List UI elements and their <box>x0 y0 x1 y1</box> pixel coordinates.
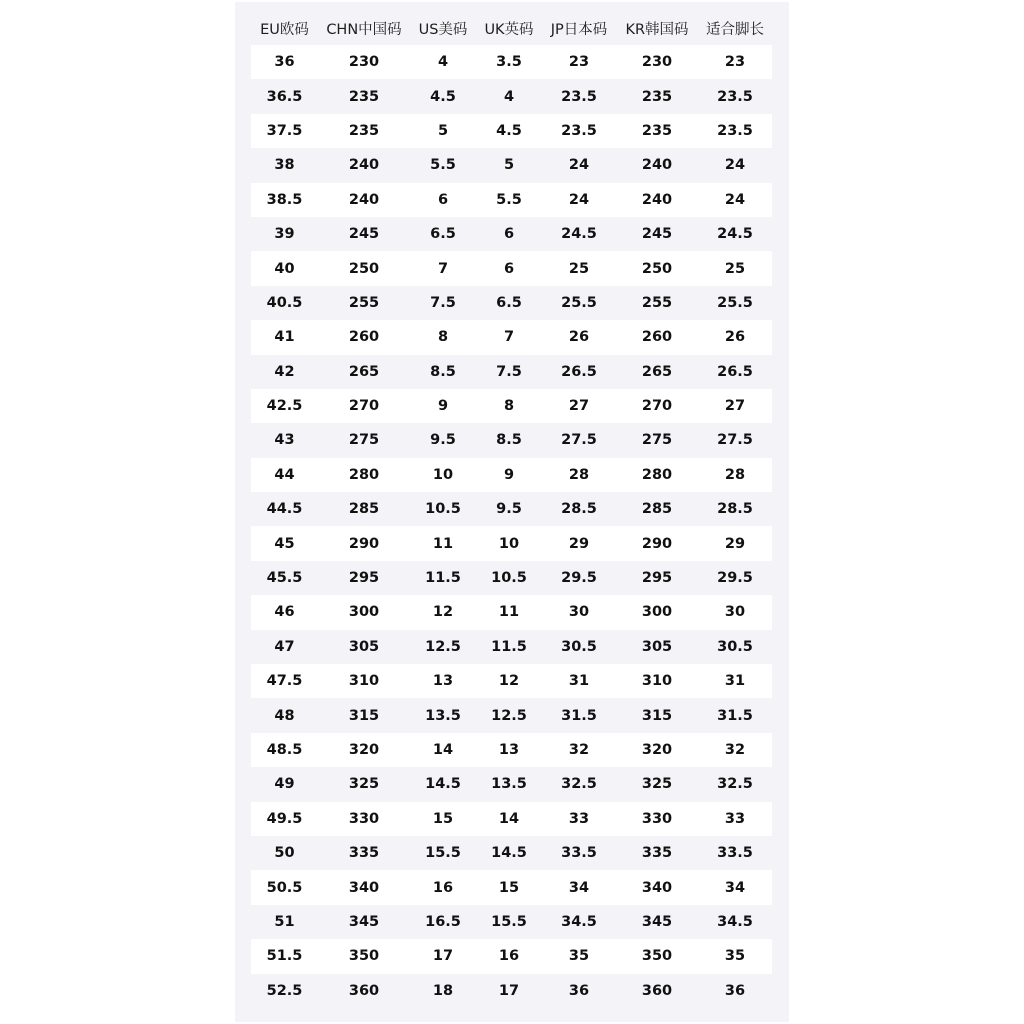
size-chart-panel <box>235 2 789 1022</box>
us-size-cell: 13.5 <box>425 707 461 724</box>
chn-size-cell: 275 <box>348 432 380 449</box>
us-size-cell: 15 <box>432 810 454 827</box>
size-table-header <box>251 13 772 43</box>
us-size-cell: 13 <box>432 673 454 690</box>
chn-size-cell: 235 <box>348 88 380 105</box>
foot-length-cell: 24 <box>724 191 746 208</box>
uk-size-cell: 9 <box>503 466 515 483</box>
kr-size-cell: 350 <box>641 948 673 965</box>
kr-size-cell: 305 <box>641 638 673 655</box>
chn-size-cell: 285 <box>348 501 380 518</box>
eu-size-cell: 39 <box>274 226 295 243</box>
kr-size-cell: 325 <box>641 776 673 793</box>
uk-size-cell: 16 <box>498 948 520 965</box>
chn-size-cell: 280 <box>348 466 380 483</box>
kr-size-cell: 230 <box>641 54 673 71</box>
kr-size-cell: 240 <box>641 157 673 174</box>
uk-size-cell: 11 <box>498 604 520 621</box>
us-size-cell: 10 <box>432 466 454 483</box>
kr-size-cell: 240 <box>641 191 673 208</box>
foot-length-cell: 23.5 <box>717 88 753 105</box>
chn-size-cell: 320 <box>348 742 380 758</box>
chn-size-cell: 265 <box>348 363 380 380</box>
eu-size-cell: 46 <box>274 604 295 621</box>
us-size-cell: 10.5 <box>425 501 461 518</box>
chn-size-cell: 260 <box>348 329 380 346</box>
jp-size-cell: 24 <box>568 157 590 174</box>
jp-size-cell: 28.5 <box>561 501 597 518</box>
chn-size-cell: 295 <box>348 570 380 587</box>
eu-size-cell: 45 <box>274 535 295 552</box>
us-size-cell: 9.5 <box>430 432 456 449</box>
uk-size-cell: 13 <box>498 742 520 758</box>
foot-length-cell: 36 <box>724 982 746 999</box>
foot-length-cell: 25.5 <box>717 294 753 311</box>
foot-length-cell: 32 <box>724 742 746 758</box>
chn-size-cell: 345 <box>348 913 380 930</box>
us-size-cell: 6 <box>437 191 449 208</box>
kr-size-cell: 250 <box>641 260 673 277</box>
kr-size-cell: 235 <box>641 88 673 105</box>
table-row <box>251 458 772 492</box>
chn-size-cell: 325 <box>348 776 380 793</box>
chn-size-cell: 255 <box>348 294 380 311</box>
table-row <box>251 630 772 664</box>
header-eu: EU欧码 <box>260 21 309 38</box>
uk-size-cell: 13.5 <box>491 776 527 793</box>
jp-size-cell: 26 <box>568 329 590 346</box>
jp-size-cell: 33 <box>568 810 590 827</box>
kr-size-cell: 330 <box>641 810 673 827</box>
jp-size-cell: 34.5 <box>561 913 597 930</box>
jp-size-cell: 28 <box>568 466 590 483</box>
us-size-cell: 4.5 <box>430 88 456 105</box>
kr-size-cell: 285 <box>641 501 673 518</box>
jp-size-cell: 32 <box>568 742 590 758</box>
eu-size-cell: 51 <box>274 913 295 930</box>
jp-size-cell: 34 <box>568 879 590 896</box>
foot-length-cell: 30.5 <box>717 638 753 655</box>
table-row <box>251 595 772 629</box>
table-row <box>251 492 772 526</box>
table-row <box>251 974 772 1008</box>
uk-size-cell: 14.5 <box>491 845 527 862</box>
kr-size-cell: 320 <box>641 742 673 758</box>
foot-length-cell: 27 <box>724 398 746 415</box>
uk-size-cell: 11.5 <box>491 638 527 655</box>
foot-length-cell: 34 <box>724 879 746 896</box>
jp-size-cell: 29.5 <box>561 570 597 587</box>
table-row <box>251 939 772 973</box>
table-row <box>251 45 772 79</box>
uk-size-cell: 7 <box>503 329 515 346</box>
jp-size-cell: 32.5 <box>561 776 597 793</box>
eu-size-cell: 38 <box>274 157 295 174</box>
header-kr: KR韩国码 <box>625 21 689 38</box>
foot-length-cell: 27.5 <box>717 432 753 449</box>
table-row <box>251 905 772 939</box>
uk-size-cell: 17 <box>498 982 520 999</box>
us-size-cell: 14.5 <box>425 776 461 793</box>
us-size-cell: 11.5 <box>425 570 461 587</box>
kr-size-cell: 340 <box>641 879 673 896</box>
us-size-cell: 5 <box>437 122 449 139</box>
chn-size-cell: 250 <box>348 260 380 277</box>
uk-size-cell: 7.5 <box>496 363 522 380</box>
table-row <box>251 389 772 423</box>
foot-length-cell: 30 <box>724 604 746 621</box>
us-size-cell: 6.5 <box>430 226 456 243</box>
chn-size-cell: 305 <box>348 638 380 655</box>
uk-size-cell: 6.5 <box>496 294 522 311</box>
eu-size-cell: 47.5 <box>266 673 303 690</box>
uk-size-cell: 10 <box>498 535 520 552</box>
kr-size-cell: 295 <box>641 570 673 587</box>
jp-size-cell: 27.5 <box>561 432 597 449</box>
chn-size-cell: 245 <box>348 226 380 243</box>
us-size-cell: 4 <box>437 54 449 71</box>
us-size-cell: 7 <box>437 260 449 277</box>
kr-size-cell: 290 <box>641 535 673 552</box>
jp-size-cell: 31 <box>568 673 590 690</box>
foot-length-cell: 34.5 <box>717 913 753 930</box>
chn-size-cell: 240 <box>348 157 380 174</box>
foot-length-cell: 26.5 <box>717 363 753 380</box>
eu-size-cell: 40.5 <box>266 294 303 311</box>
size-table-body <box>251 45 772 1008</box>
kr-size-cell: 265 <box>641 363 673 380</box>
eu-size-cell: 48.5 <box>266 742 303 758</box>
jp-size-cell: 30.5 <box>561 638 597 655</box>
table-row <box>251 355 772 389</box>
table-row <box>251 286 772 320</box>
jp-size-cell: 30 <box>568 604 590 621</box>
jp-size-cell: 33.5 <box>561 845 597 862</box>
jp-size-cell: 24.5 <box>561 226 597 243</box>
eu-size-cell: 52.5 <box>266 982 303 999</box>
chn-size-cell: 315 <box>348 707 380 724</box>
chn-size-cell: 290 <box>348 535 380 552</box>
eu-size-cell: 37.5 <box>266 122 303 139</box>
eu-size-cell: 50 <box>274 845 295 862</box>
foot-length-cell: 28 <box>724 466 746 483</box>
kr-size-cell: 360 <box>641 982 673 999</box>
kr-size-cell: 270 <box>641 398 673 415</box>
eu-size-cell: 49.5 <box>266 810 303 827</box>
foot-length-cell: 28.5 <box>717 501 753 518</box>
foot-length-cell: 23.5 <box>717 122 753 139</box>
uk-size-cell: 8.5 <box>496 432 522 449</box>
eu-size-cell: 42.5 <box>266 398 303 415</box>
uk-size-cell: 12.5 <box>491 707 527 724</box>
uk-size-cell: 5 <box>503 157 515 174</box>
eu-size-cell: 42 <box>274 363 295 380</box>
uk-size-cell: 3.5 <box>496 54 522 71</box>
chn-size-cell: 235 <box>348 122 380 139</box>
eu-size-cell: 41 <box>274 329 295 346</box>
foot-length-cell: 24.5 <box>717 226 753 243</box>
header-uk: UK英码 <box>484 21 534 38</box>
kr-size-cell: 345 <box>641 913 673 930</box>
jp-size-cell: 23 <box>568 54 590 71</box>
table-row <box>251 802 772 836</box>
kr-size-cell: 310 <box>641 673 673 690</box>
foot-length-cell: 29.5 <box>717 570 753 587</box>
table-row <box>251 561 772 595</box>
uk-size-cell: 15 <box>498 879 520 896</box>
us-size-cell: 17 <box>432 948 454 965</box>
kr-size-cell: 260 <box>641 329 673 346</box>
chn-size-cell: 230 <box>348 54 380 71</box>
header-us: US美码 <box>418 21 468 38</box>
foot-length-cell: 26 <box>724 329 746 346</box>
uk-size-cell: 4 <box>503 88 515 105</box>
jp-size-cell: 24 <box>568 191 590 208</box>
us-size-cell: 7.5 <box>430 294 456 311</box>
jp-size-cell: 23.5 <box>561 122 597 139</box>
uk-size-cell: 14 <box>498 810 520 827</box>
foot-length-cell: 33.5 <box>717 845 753 862</box>
table-row <box>251 698 772 732</box>
chn-size-cell: 335 <box>348 845 380 862</box>
eu-size-cell: 51.5 <box>266 948 303 965</box>
jp-size-cell: 29 <box>568 535 590 552</box>
kr-size-cell: 280 <box>641 466 673 483</box>
jp-size-cell: 27 <box>568 398 590 415</box>
table-row <box>251 733 772 767</box>
chn-size-cell: 350 <box>348 948 380 965</box>
table-row <box>251 251 772 285</box>
eu-size-cell: 36.5 <box>266 88 303 105</box>
foot-length-cell: 33 <box>724 810 746 827</box>
uk-size-cell: 9.5 <box>496 501 522 518</box>
us-size-cell: 14 <box>432 742 454 758</box>
eu-size-cell: 40 <box>274 260 295 277</box>
chn-size-cell: 340 <box>348 879 380 896</box>
eu-size-cell: 44 <box>274 466 295 483</box>
eu-size-cell: 47 <box>274 638 295 655</box>
kr-size-cell: 300 <box>641 604 673 621</box>
eu-size-cell: 48 <box>274 707 295 724</box>
us-size-cell: 16 <box>432 879 454 896</box>
chn-size-cell: 300 <box>348 604 380 621</box>
us-size-cell: 8.5 <box>430 363 456 380</box>
uk-size-cell: 10.5 <box>491 570 527 587</box>
uk-size-cell: 8 <box>503 398 515 415</box>
foot-length-cell: 23 <box>724 54 746 71</box>
table-row <box>251 836 772 870</box>
header-chn: CHN中国码 <box>326 21 402 38</box>
table-row <box>251 217 772 251</box>
foot-length-cell: 35 <box>724 948 746 965</box>
eu-size-cell: 49 <box>274 776 295 793</box>
foot-length-cell: 24 <box>724 157 746 174</box>
us-size-cell: 9 <box>437 398 449 415</box>
uk-size-cell: 5.5 <box>496 191 522 208</box>
us-size-cell: 8 <box>437 329 449 346</box>
header-foot-length: 适合脚长 <box>706 21 764 38</box>
uk-size-cell: 12 <box>498 673 520 690</box>
kr-size-cell: 275 <box>641 432 673 449</box>
table-row <box>251 423 772 457</box>
kr-size-cell: 255 <box>641 294 673 311</box>
chn-size-cell: 240 <box>348 191 380 208</box>
eu-size-cell: 36 <box>274 54 295 71</box>
kr-size-cell: 245 <box>641 226 673 243</box>
foot-length-cell: 32.5 <box>717 776 753 793</box>
jp-size-cell: 23.5 <box>561 88 597 105</box>
jp-size-cell: 25.5 <box>561 294 597 311</box>
kr-size-cell: 335 <box>641 845 673 862</box>
us-size-cell: 11 <box>432 535 454 552</box>
table-row <box>251 320 772 354</box>
kr-size-cell: 315 <box>641 707 673 724</box>
us-size-cell: 12.5 <box>425 638 461 655</box>
foot-length-cell: 25 <box>724 260 746 277</box>
table-row <box>251 870 772 904</box>
foot-length-cell: 29 <box>724 535 746 552</box>
table-row <box>251 664 772 698</box>
us-size-cell: 5.5 <box>430 157 456 174</box>
uk-size-cell: 15.5 <box>491 913 527 930</box>
jp-size-cell: 35 <box>568 948 590 965</box>
uk-size-cell: 6 <box>503 226 515 243</box>
header-jp: JP日本码 <box>550 21 608 38</box>
jp-size-cell: 25 <box>568 260 590 277</box>
eu-size-cell: 44.5 <box>266 501 303 518</box>
eu-size-cell: 50.5 <box>266 879 303 896</box>
us-size-cell: 16.5 <box>425 913 461 930</box>
chn-size-cell: 310 <box>348 673 380 690</box>
foot-length-cell: 31.5 <box>717 707 753 724</box>
us-size-cell: 15.5 <box>425 845 461 862</box>
jp-size-cell: 26.5 <box>561 363 597 380</box>
table-row <box>251 114 772 148</box>
us-size-cell: 18 <box>432 982 454 999</box>
uk-size-cell: 4.5 <box>496 122 522 139</box>
table-row <box>251 526 772 560</box>
jp-size-cell: 31.5 <box>561 707 597 724</box>
uk-size-cell: 6 <box>503 260 515 277</box>
eu-size-cell: 38.5 <box>266 191 303 208</box>
table-row <box>251 79 772 113</box>
table-row <box>251 767 772 801</box>
eu-size-cell: 45.5 <box>266 570 303 587</box>
table-row <box>251 148 772 182</box>
kr-size-cell: 235 <box>641 122 673 139</box>
chn-size-cell: 270 <box>348 398 380 415</box>
chn-size-cell: 360 <box>348 982 380 999</box>
chn-size-cell: 330 <box>348 810 380 827</box>
jp-size-cell: 36 <box>568 982 590 999</box>
foot-length-cell: 31 <box>724 673 746 690</box>
table-row <box>251 183 772 217</box>
us-size-cell: 12 <box>432 604 454 621</box>
eu-size-cell: 43 <box>274 432 295 449</box>
